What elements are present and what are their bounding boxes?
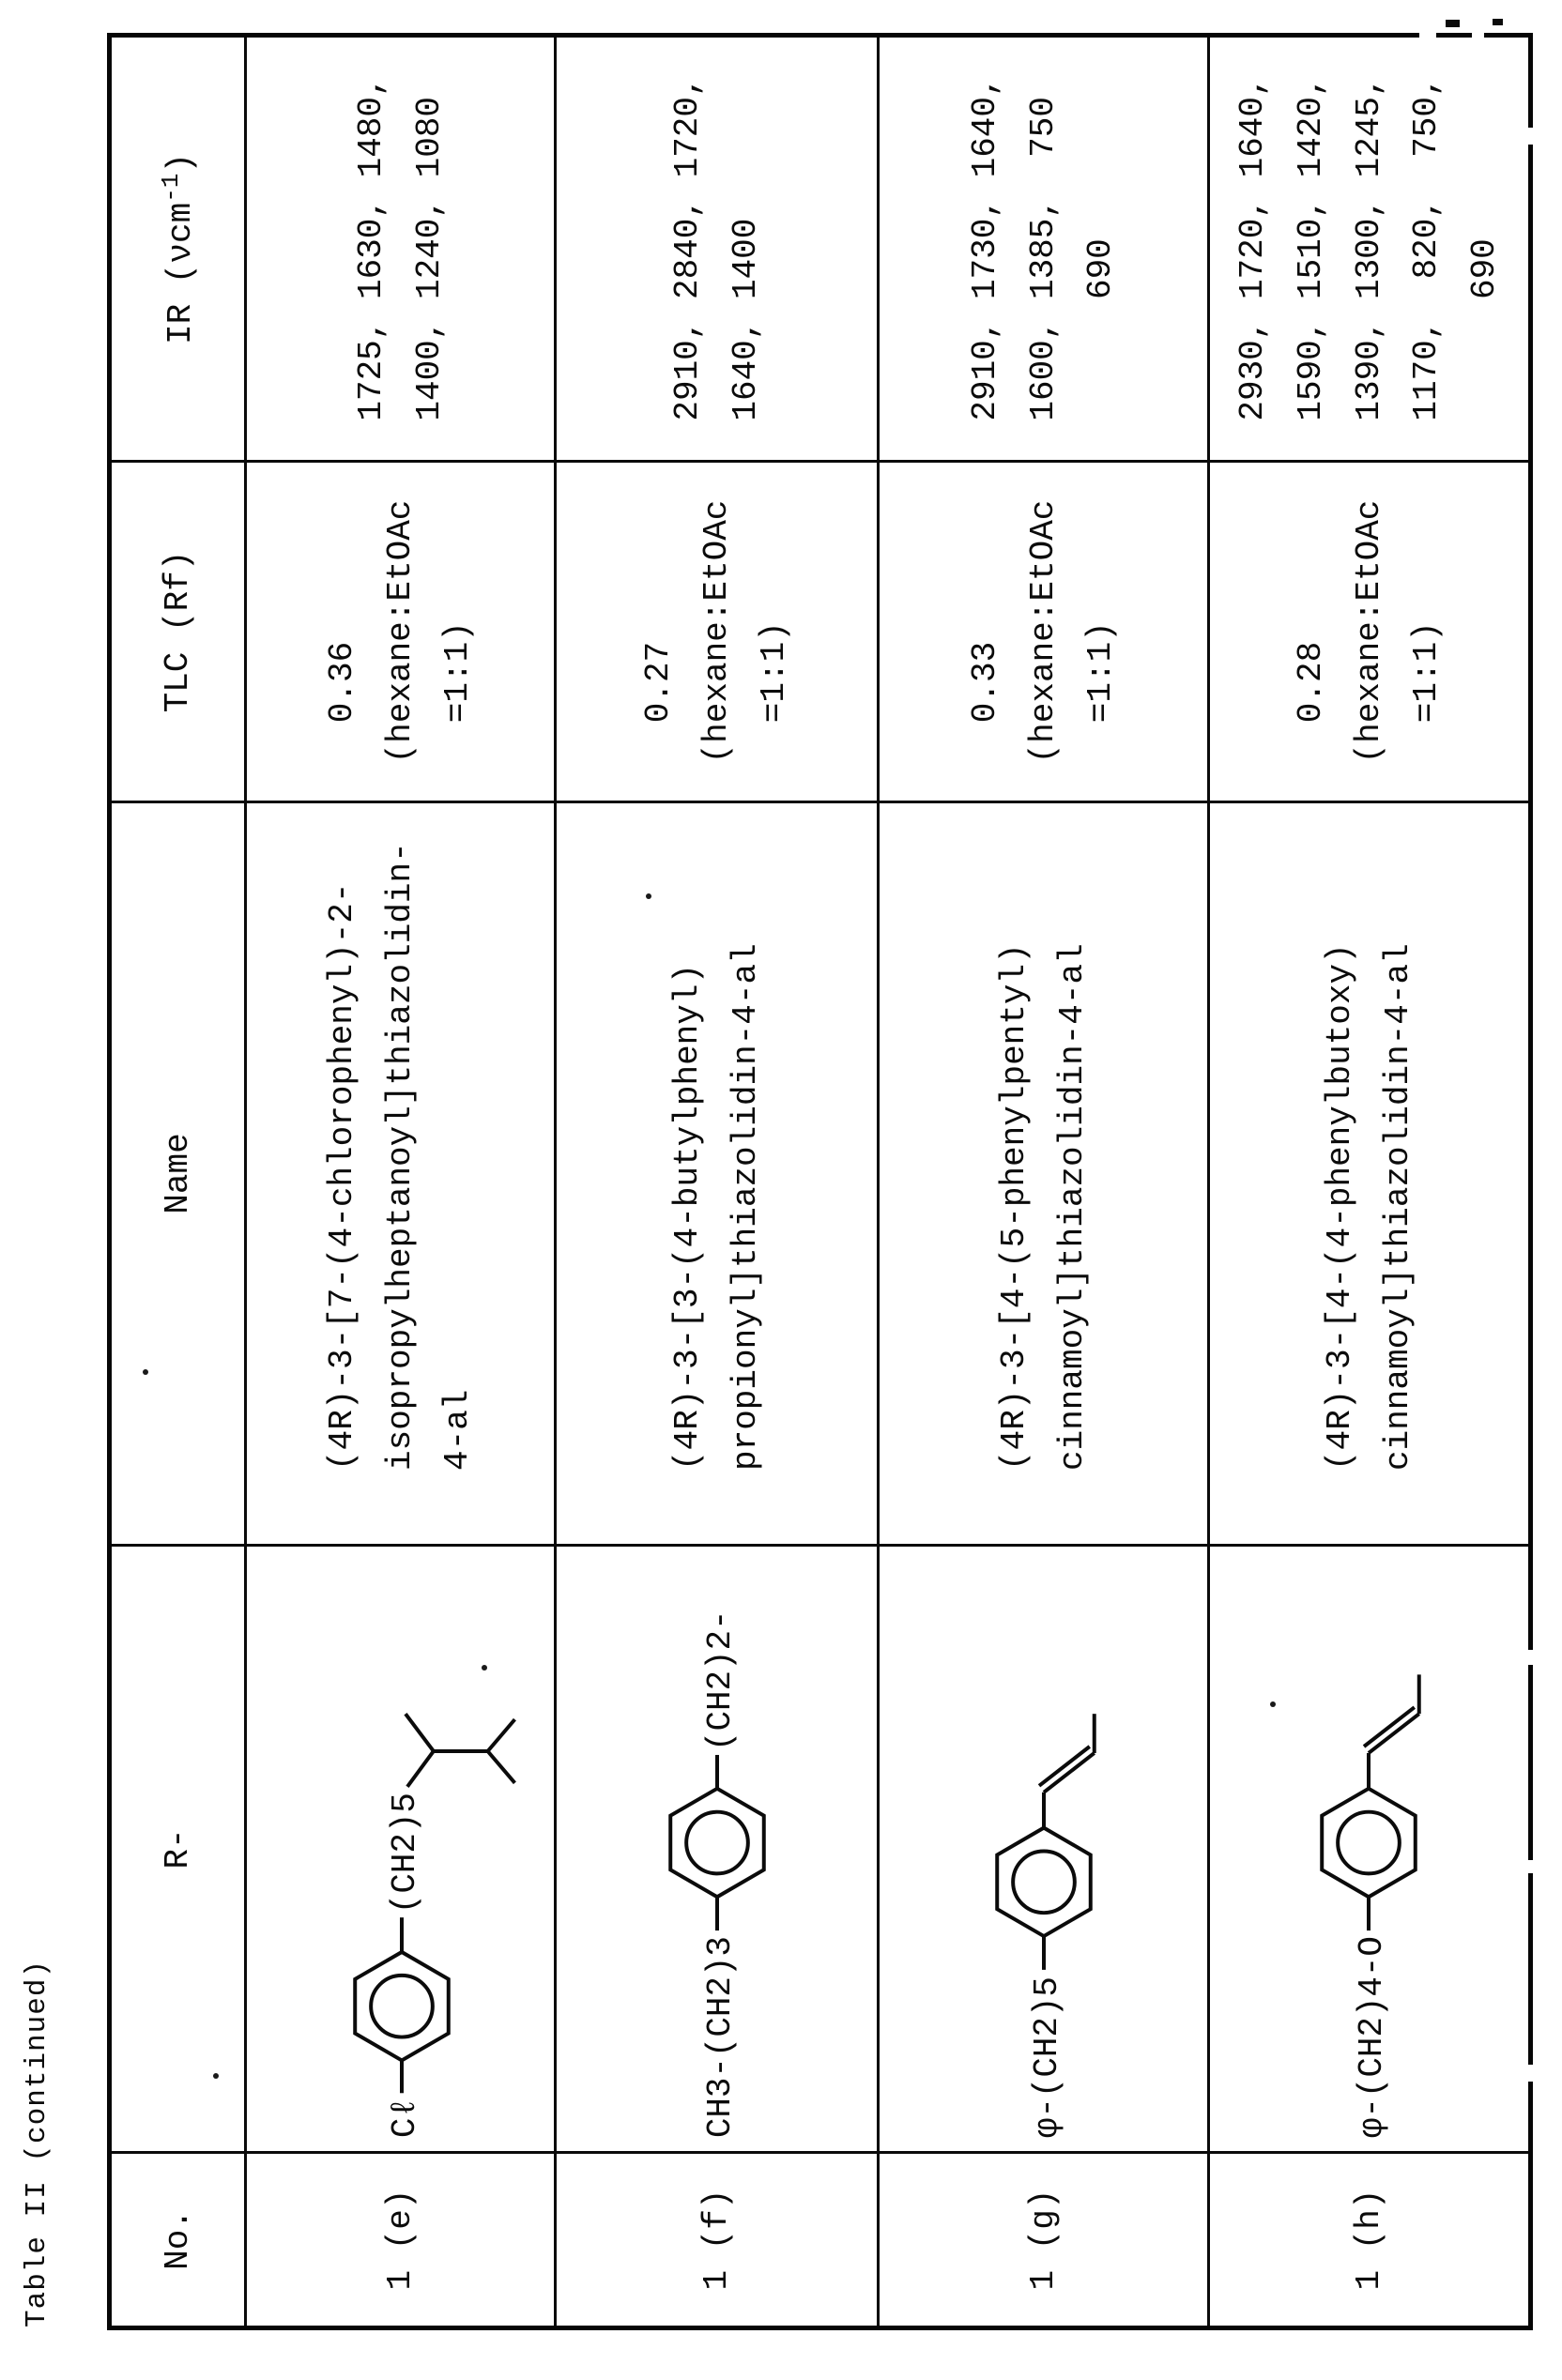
substituent-label: Cℓ xyxy=(385,2098,424,2139)
data-table xyxy=(107,33,1533,2330)
speck-artifact xyxy=(213,2073,219,2079)
chain-label: φ-(CH2)5 xyxy=(1027,1976,1066,2139)
table-title: Table II (continued) xyxy=(21,1959,54,2327)
phenylbutoxy-cinnamoyl-structure-icon xyxy=(1210,1547,1528,2151)
benzene-ring-icon xyxy=(1322,1789,1416,1897)
header-label: IR (νcm$^{-1}$) xyxy=(156,152,200,345)
aromatic-circle-icon xyxy=(686,1812,748,1874)
name-cell xyxy=(880,801,1210,1544)
ir-cell xyxy=(880,38,1210,460)
chlorophenyl-isopropyl-structure-icon xyxy=(247,1547,556,2151)
tlc-value: 0.33 (hexane:EtOAc =1:1) xyxy=(965,499,1121,764)
column-header-ir xyxy=(112,38,247,460)
speck-artifact xyxy=(482,1665,487,1671)
phenylpentyl-cinnamoyl-structure-icon xyxy=(880,1547,1209,2151)
tlc-value: 0.36 (hexane:EtOAc =1:1) xyxy=(322,499,478,764)
column-header-name xyxy=(112,801,247,1544)
ir-values: 2910, 1730, 1640, 1600, 1385, 750 690 xyxy=(965,76,1121,421)
aromatic-circle-icon xyxy=(371,1976,433,2037)
chain-label: CH3-(CH2)3 xyxy=(700,1936,740,2139)
r-structure-cell xyxy=(247,1544,557,2151)
compound-number: 1 (e) xyxy=(381,2189,420,2291)
bond-line xyxy=(405,1714,433,1751)
border-gap-artifact xyxy=(1528,1650,1538,1665)
speck-artifact xyxy=(646,893,651,899)
chain-label: φ-(CH2)4-O xyxy=(1352,1936,1391,2139)
tlc-cell xyxy=(557,460,880,801)
border-gap-artifact xyxy=(1528,1860,1538,1873)
compound-name: (4R)-3-[4-(4-phenylbutoxy) cinnamoyl]thiazolidin-4-al xyxy=(1320,943,1417,1471)
butylphenyl-structure-icon xyxy=(557,1547,879,2151)
border-gap-artifact xyxy=(1472,24,1484,38)
no-cell xyxy=(557,2151,880,2326)
isopropyl-methyl-bond xyxy=(487,1751,514,1783)
column-header-tlc xyxy=(112,460,247,801)
no-cell xyxy=(247,2151,557,2326)
column-header-r xyxy=(112,1544,247,2151)
ir-values: 2930, 1720, 1640, 1590, 1510, 1420, 1390, 1300, 1245, 1170, 820, 750, 690 xyxy=(1233,76,1505,421)
tlc-cell xyxy=(880,460,1210,801)
border-gap-artifact xyxy=(1528,2065,1538,2082)
aromatic-circle-icon xyxy=(1013,1851,1075,1913)
r-structure-cell xyxy=(1210,1544,1528,2151)
edge-dash-artifact xyxy=(1493,19,1503,25)
chain-label: (CH2)5 xyxy=(385,1793,424,1915)
header-label: No. xyxy=(159,2209,197,2270)
border-gap-artifact xyxy=(1528,128,1538,145)
aromatic-circle-icon xyxy=(1338,1812,1400,1874)
ir-values: 1725, 1630, 1480, 1400, 1240, 1080 xyxy=(351,76,449,421)
no-cell xyxy=(1210,2151,1528,2326)
chain-label: (CH2)2- xyxy=(700,1610,740,1751)
r-structure-cell xyxy=(557,1544,880,2151)
compound-name: (4R)-3-[7-(4-chlorophenyl)-2- isopropylheptanoyl]thiazolidin- 4-al xyxy=(322,842,478,1471)
tlc-value: 0.28 (hexane:EtOAc =1:1) xyxy=(1291,499,1447,764)
ir-values: 2910, 2840, 1720, 1640, 1400 xyxy=(667,76,765,421)
tlc-cell xyxy=(1210,460,1528,801)
compound-name: (4R)-3-[3-(4-butylphenyl) propionyl]thiazolidin-4-al xyxy=(667,943,765,1471)
isopropyl-methyl-bond xyxy=(487,1719,514,1751)
name-cell xyxy=(247,801,557,1544)
tlc-value: 0.27 (hexane:EtOAc =1:1) xyxy=(638,499,794,764)
tlc-cell xyxy=(247,460,557,801)
double-bond-line xyxy=(1364,1707,1415,1747)
no-cell xyxy=(880,2151,1210,2326)
compound-number: 1 (f) xyxy=(697,2189,736,2291)
header-label: TLC (Rf) xyxy=(159,550,197,713)
column-header-no xyxy=(112,2151,247,2326)
double-bond-line xyxy=(1039,1747,1090,1786)
compound-number: 1 (h) xyxy=(1350,2189,1388,2291)
border-gap-artifact xyxy=(1419,24,1436,38)
name-cell xyxy=(557,801,880,1544)
header-label: Name xyxy=(159,1133,197,1214)
speck-artifact xyxy=(1270,1701,1276,1707)
ir-cell xyxy=(1210,38,1528,460)
double-bond-line xyxy=(1369,1714,1419,1753)
header-label: R- xyxy=(159,1828,197,1869)
double-bond-line xyxy=(1044,1753,1095,1793)
benzene-ring-icon xyxy=(997,1828,1091,1936)
bond-line xyxy=(406,1751,433,1787)
name-cell xyxy=(1210,801,1528,1544)
speck-artifact xyxy=(143,1369,148,1375)
compound-name: (4R)-3-[4-(5-phenylpentyl) cinnamoyl]thiazolidin-4-al xyxy=(994,943,1092,1471)
r-structure-cell xyxy=(880,1544,1210,2151)
compound-number: 1 (g) xyxy=(1024,2189,1063,2291)
edge-dash-artifact xyxy=(1446,20,1460,27)
ir-cell xyxy=(557,38,880,460)
ir-cell xyxy=(247,38,557,460)
